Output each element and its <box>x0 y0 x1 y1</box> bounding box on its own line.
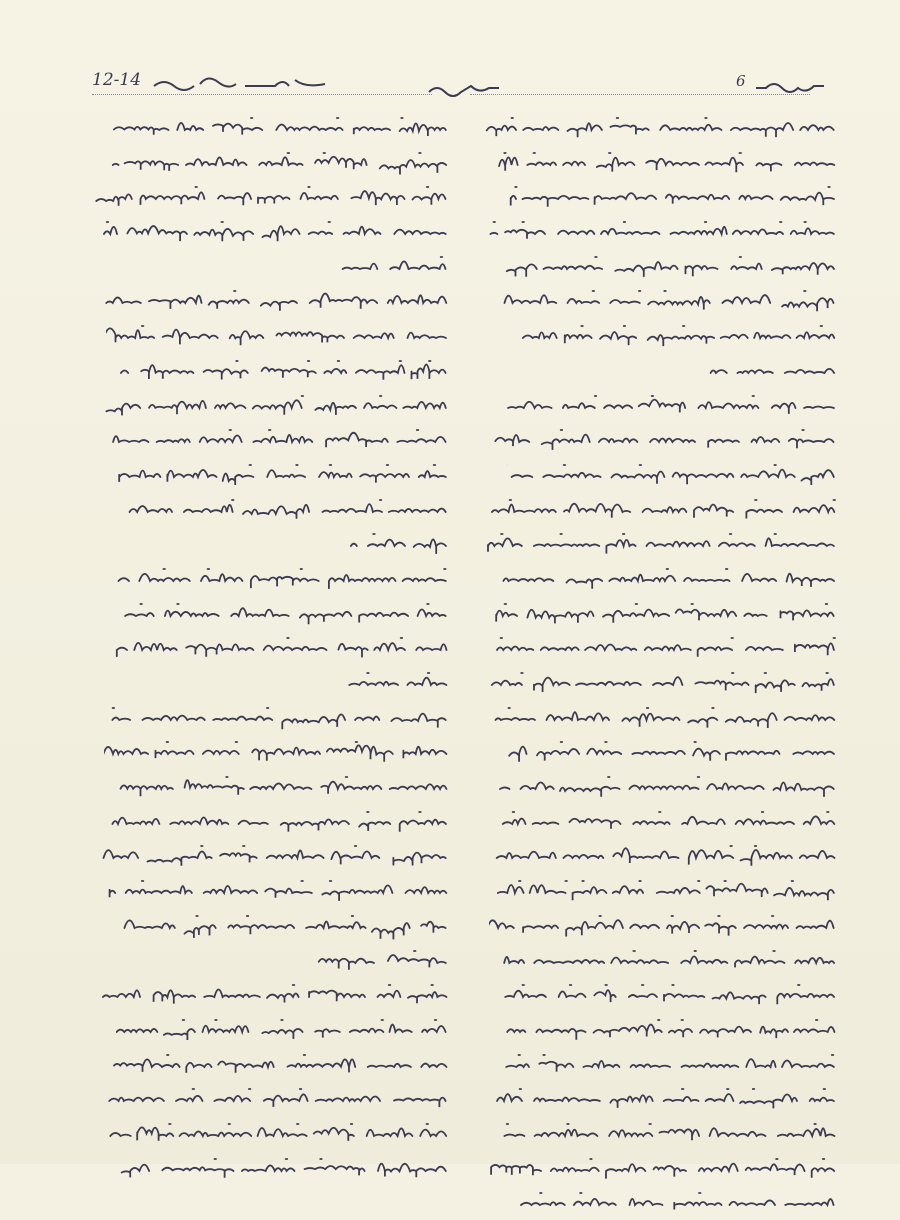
script-line <box>90 1116 450 1151</box>
script-line <box>478 214 838 249</box>
script-line <box>90 492 450 527</box>
script-line <box>478 422 838 457</box>
script-line <box>90 873 450 908</box>
script-line <box>478 1081 838 1116</box>
script-line <box>90 1047 450 1082</box>
script-line <box>90 1151 450 1186</box>
script-line <box>90 977 450 1012</box>
script-line <box>478 734 838 769</box>
script-line <box>478 318 838 353</box>
script-line <box>478 630 838 665</box>
script-line <box>90 804 450 839</box>
left-column-text <box>90 110 450 1185</box>
script-line <box>478 1047 838 1082</box>
script-line <box>90 1012 450 1047</box>
script-line <box>478 1116 838 1151</box>
script-line <box>90 596 450 631</box>
script-line <box>478 1185 838 1220</box>
script-line <box>478 977 838 1012</box>
script-line <box>478 873 838 908</box>
page-header <box>0 66 900 106</box>
script-line <box>90 179 450 214</box>
header-rule-left <box>92 94 432 95</box>
script-line <box>478 665 838 700</box>
script-line <box>478 283 838 318</box>
script-line <box>478 1012 838 1047</box>
script-line <box>90 665 450 700</box>
left-page-numbers: 12-14 <box>92 70 142 90</box>
script-line <box>478 492 838 527</box>
script-line <box>478 700 838 735</box>
script-line <box>90 943 450 978</box>
script-line <box>478 561 838 596</box>
script-line <box>478 249 838 284</box>
script-line <box>478 388 838 423</box>
script-line <box>90 561 450 596</box>
script-line <box>90 457 450 492</box>
script-line <box>90 908 450 943</box>
script-line <box>90 630 450 665</box>
script-line <box>90 769 450 804</box>
right-page-number: 6 <box>736 72 746 90</box>
script-line <box>478 908 838 943</box>
right-running-title <box>752 74 832 96</box>
script-line <box>478 596 838 631</box>
script-line <box>90 214 450 249</box>
script-line <box>90 110 450 145</box>
script-line <box>90 1081 450 1116</box>
script-line <box>478 804 838 839</box>
script-line <box>90 700 450 735</box>
script-line <box>90 145 450 180</box>
script-line <box>478 353 838 388</box>
script-line <box>478 769 838 804</box>
script-line <box>90 353 450 388</box>
header-rule-right <box>470 94 810 95</box>
script-line <box>478 526 838 561</box>
script-line <box>90 526 450 561</box>
script-line <box>90 318 450 353</box>
script-line <box>90 249 450 284</box>
script-line <box>90 283 450 318</box>
script-line <box>478 145 838 180</box>
script-line <box>478 457 838 492</box>
right-column-text <box>478 110 838 1220</box>
script-line <box>90 734 450 769</box>
script-line <box>90 388 450 423</box>
script-line <box>478 1151 838 1186</box>
script-line <box>478 838 838 873</box>
script-line <box>90 838 450 873</box>
script-line <box>90 422 450 457</box>
script-line <box>478 943 838 978</box>
script-line <box>478 110 838 145</box>
left-running-title <box>150 68 330 94</box>
center-title <box>425 74 505 100</box>
script-line <box>478 179 838 214</box>
